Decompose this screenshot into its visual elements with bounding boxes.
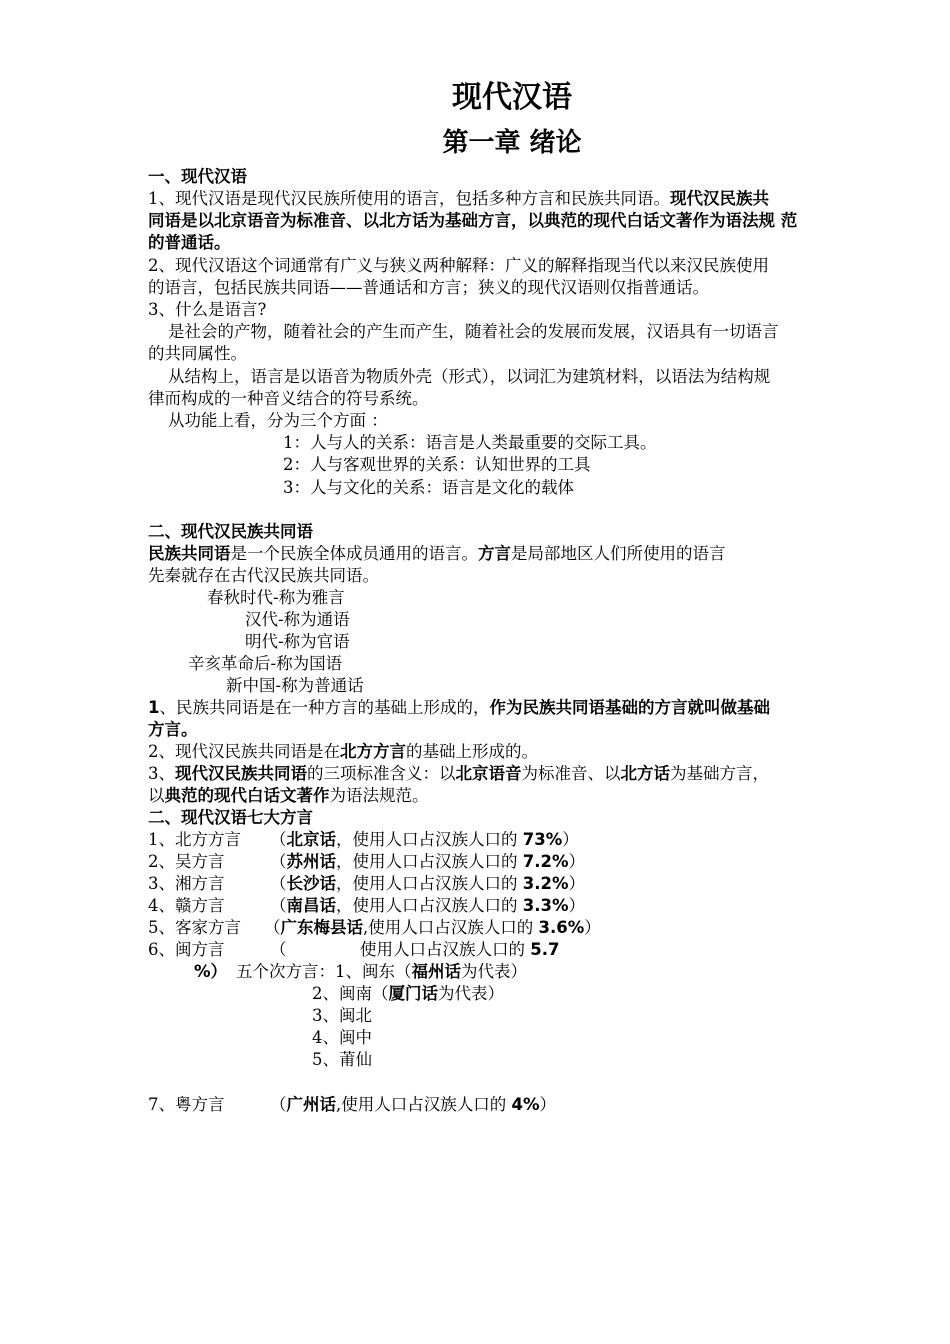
paragraph-line: 以典范的现代白话文著作为语法规范。 bbox=[148, 786, 429, 805]
history-item: 辛亥革命后-称为国语 bbox=[188, 654, 343, 673]
paragraph-line: 的共同属性。 bbox=[148, 344, 247, 363]
history-item: 春秋时代-称为雅言 bbox=[207, 588, 345, 607]
dialect-detail: （苏州话，使用人口占汉族人口的 7.2%） bbox=[270, 852, 586, 871]
paragraph-line: 3、什么是语言? bbox=[148, 300, 267, 319]
dialect-row: 1、北方方言 bbox=[148, 830, 241, 849]
paragraph-line: 方言。 bbox=[148, 720, 198, 739]
section-heading-1: 一、现代汉语 bbox=[148, 167, 247, 186]
dialect-row: 4、赣方言 bbox=[148, 896, 225, 915]
sub-dialect: 3、闽北 bbox=[312, 1006, 372, 1025]
dialect-detail: （ bbox=[270, 940, 287, 959]
sub-dialect: 5、莆仙 bbox=[312, 1050, 372, 1069]
dialect-row: 2、吴方言 bbox=[148, 852, 225, 871]
paragraph-line: 的语言，包括民族共同语——普通话和方言；狭义的现代汉语则仅指普通话。 bbox=[148, 278, 709, 297]
history-item: 明代-称为官语 bbox=[245, 632, 350, 651]
dialect-detail: （南昌话，使用人口占汉族人口的 3.3%） bbox=[270, 896, 586, 915]
paragraph-line: 2、现代汉语这个词通常有广义与狭义两种解释：广义的解释指现当代以来汉民族使用 bbox=[148, 256, 769, 275]
paragraph-line: 3、现代汉民族共同语的三项标准含义：以北京语音为标准音、以北方话为基础方言， bbox=[148, 764, 769, 783]
sub-dialect: 五个次方言：1、闽东（福州话为代表） bbox=[236, 962, 527, 981]
paragraph-line: 从结构上，语言是以语音为物质外壳（形式），以词汇为建筑材料，以语法为结构规 bbox=[168, 367, 771, 386]
dialect-detail: （广州话,使用人口占汉族人口的 4%） bbox=[270, 1095, 557, 1114]
function-item: 3：人与文化的关系：语言是文化的载体 bbox=[283, 478, 574, 497]
function-item: 2：人与客观世界的关系：认知世界的工具 bbox=[283, 455, 591, 474]
paragraph-line: 1、现代汉语是现代汉民族所使用的语言，包括多种方言和民族共同语。现代汉民族共 bbox=[148, 189, 769, 208]
sub-dialect: 4、闽中 bbox=[312, 1028, 372, 1047]
dialect-detail: （广东梅县话,使用人口占汉族人口的 3.6%） bbox=[264, 918, 601, 937]
dialect-row: 7、粤方言 bbox=[148, 1095, 225, 1114]
history-item: 汉代-称为通语 bbox=[245, 610, 350, 629]
dialect-detail: （长沙话，使用人口占汉族人口的 3.2%） bbox=[270, 874, 586, 893]
dialect-detail: %） bbox=[194, 962, 228, 981]
dialect-row: 5、客家方言 bbox=[148, 918, 241, 937]
sub-dialect: 2、闽南（厦门话为代表） bbox=[312, 984, 504, 1003]
paragraph-line: 民族共同语是一个民族全体成员通用的语言。方言是局部地区人们所使用的语言 bbox=[148, 544, 726, 563]
dialect-row: 6、闽方言 bbox=[148, 940, 225, 959]
section-heading-3: 二、现代汉语七大方言 bbox=[148, 808, 313, 827]
paragraph-line: 是社会的产物，随着社会的产生而产生，随着社会的发展而发展，汉语具有一切语言 bbox=[168, 322, 779, 341]
section-heading-2: 二、现代汉民族共同语 bbox=[148, 522, 313, 541]
chapter-title: 第一章 绪论 bbox=[442, 128, 582, 158]
paragraph-line: 1、民族共同语是在一种方言的基础上形成的，作为民族共同语基础的方言就叫做基础 bbox=[148, 698, 770, 717]
paragraph-line: 2、现代汉民族共同语是在北方方言的基础上形成的。 bbox=[148, 742, 538, 761]
paragraph-line: 从功能上看，分为三个方面 ： bbox=[168, 411, 388, 430]
paragraph-line: 同语是以北京语音为标准音、以北方话为基础方言，以典范的现代白话文著作为语法规 范 bbox=[148, 211, 798, 230]
dialect-detail: （北京话，使用人口占汉族人口的 73%） bbox=[270, 830, 579, 849]
function-item: 1：人与人的关系：语言是人类最重要的交际工具。 bbox=[283, 433, 657, 452]
dialect-row: 3、湘方言 bbox=[148, 874, 225, 893]
history-item: 新中国-称为普通话 bbox=[226, 676, 364, 695]
paragraph-line: 的普通话。 bbox=[148, 233, 231, 252]
paragraph-line: 先秦就存在古代汉民族共同语。 bbox=[148, 566, 379, 585]
dialect-detail: 使用人口占汉族人口的 5.7 bbox=[360, 940, 560, 959]
document-title: 现代汉语 bbox=[452, 80, 572, 115]
paragraph-line: 律而构成的一种音义结合的符号系统。 bbox=[148, 389, 429, 408]
